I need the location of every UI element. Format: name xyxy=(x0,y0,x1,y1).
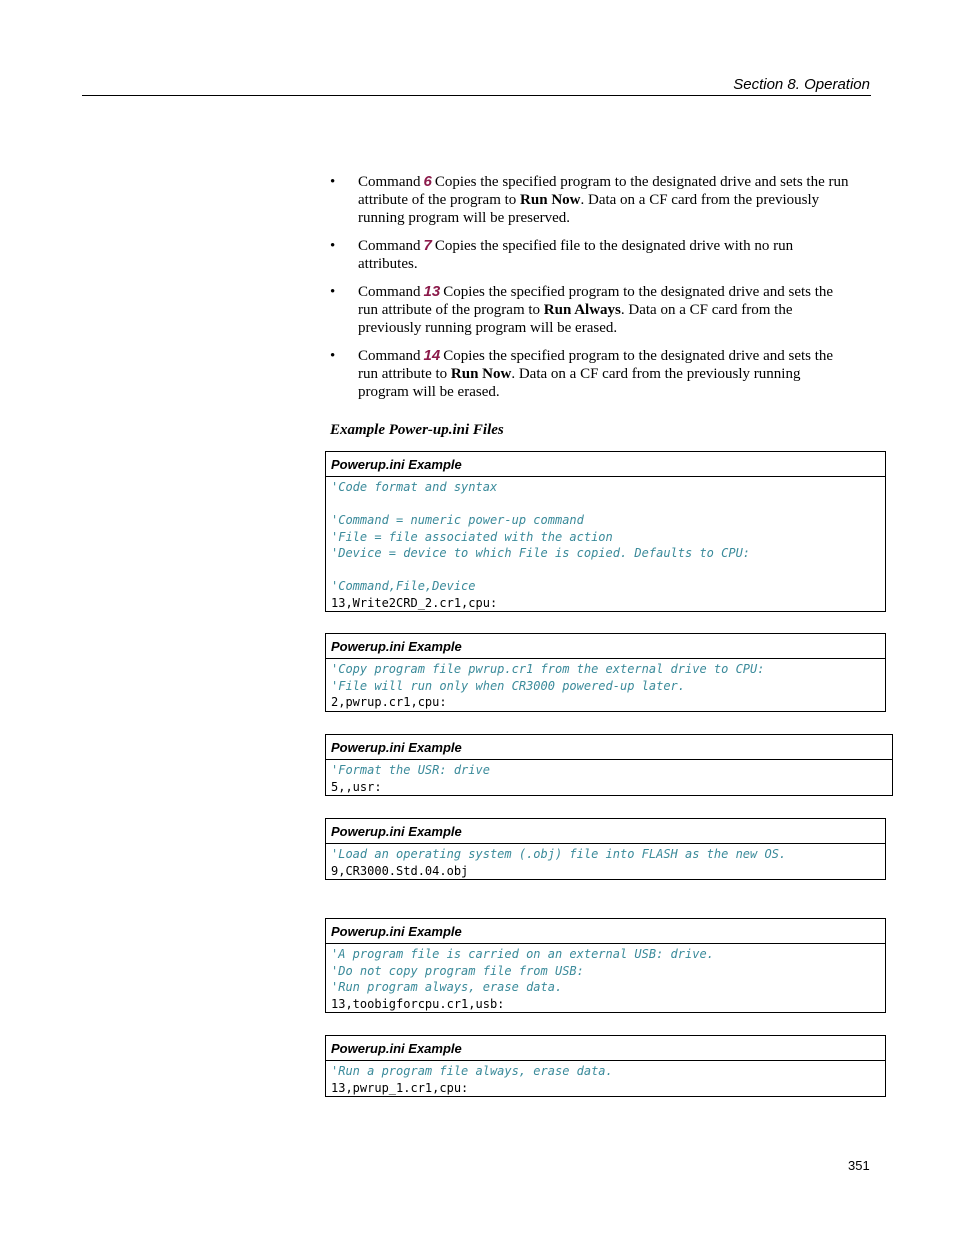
code-line: 2,pwrup.cr1,cpu: xyxy=(331,695,447,709)
list-item xyxy=(330,237,850,273)
code-comment: 'Run a program file always, erase data. xyxy=(331,1064,613,1078)
bullet-icon: • xyxy=(330,284,336,300)
header-divider xyxy=(82,95,871,96)
bullet-icon: • xyxy=(330,348,336,364)
code-example-box xyxy=(325,1035,886,1097)
code-comment: 'Run program always, erase data. xyxy=(331,980,563,994)
command-note: . Data on a CF card from the previously running program will be preserved. xyxy=(358,192,820,226)
code-example-title: Powerup.ini Example xyxy=(326,1036,885,1061)
code-blank-line xyxy=(331,562,885,579)
command-list xyxy=(330,173,850,411)
command-description: Copies the specified file to the designated drive with no run attributes. xyxy=(358,238,794,272)
command-label: Command xyxy=(358,238,421,254)
code-line: 13,toobigforcpu.cr1,usb: xyxy=(331,996,505,1011)
code-blank-line xyxy=(331,496,885,513)
page-number: 351 xyxy=(848,1158,870,1173)
run-attribute: Run Now xyxy=(520,192,581,208)
command-label: Command xyxy=(358,348,421,364)
code-example-title: Powerup.ini Example xyxy=(326,634,885,659)
code-example-box xyxy=(325,818,886,880)
code-comment: 'Format the USR: drive xyxy=(331,763,490,777)
code-example-body xyxy=(326,659,885,711)
code-line: 5,,usr: xyxy=(331,779,382,794)
command-number: 7 xyxy=(423,237,432,254)
code-comment: 'Command,File,Device xyxy=(331,579,476,593)
code-example-title: Powerup.ini Example xyxy=(326,919,885,944)
code-comment: 'File will run only when CR3000 powered-up later. xyxy=(331,678,686,693)
code-line: 13,Write2CRD_2.cr1,cpu: xyxy=(331,595,498,610)
code-comment: 'Copy program file pwrup.cr1 from the external drive to CPU: xyxy=(331,662,765,676)
code-comment: 'A program file is carried on an external USB: drive. xyxy=(331,947,714,961)
command-note: . Data on a CF card from the previously running program will be erased. xyxy=(358,302,793,336)
list-item xyxy=(330,283,850,337)
command-note: . Data on a CF card from the previously running program will be erased. xyxy=(358,366,801,400)
code-example-box xyxy=(325,918,886,1013)
code-example-body xyxy=(326,477,885,611)
code-example-body xyxy=(326,844,885,879)
code-example-title: Powerup.ini Example xyxy=(326,735,892,760)
command-number: 13 xyxy=(423,283,441,300)
code-example-body xyxy=(326,760,892,795)
command-description: Copies the specified program to the designated drive and sets the run attribute to xyxy=(358,348,834,382)
command-label: Command xyxy=(358,174,421,190)
list-item xyxy=(330,347,850,401)
command-number: 14 xyxy=(423,347,441,364)
example-heading: Example Power-up.ini Files xyxy=(330,422,504,438)
code-example-title: Powerup.ini Example xyxy=(326,452,885,477)
run-attribute: Run Always xyxy=(543,302,621,318)
code-comment: 'Do not copy program file from USB: xyxy=(331,963,584,978)
code-comment: 'Code format and syntax xyxy=(331,480,498,494)
code-comment: 'File = file associated with the action xyxy=(331,529,613,544)
bullet-icon: • xyxy=(330,238,336,254)
code-comment: 'Command = numeric power-up command xyxy=(331,513,584,527)
code-comment: 'Load an operating system (.obj) file into FLASH as the new OS. xyxy=(331,847,787,861)
command-description: Copies the specified program to the designated drive and sets the run attribute of the program to xyxy=(358,284,834,318)
code-example-body xyxy=(326,944,885,1012)
command-number: 6 xyxy=(423,173,432,190)
bullet-icon: • xyxy=(330,174,336,190)
command-label: Command xyxy=(358,284,421,300)
command-description: Copies the specified program to the designated drive and sets the run attribute of the program to xyxy=(358,174,849,208)
code-example-box xyxy=(325,451,886,612)
section-title: Section 8. Operation xyxy=(733,76,870,93)
code-line: 13,pwrup_1.cr1,cpu: xyxy=(331,1080,469,1095)
code-example-title: Powerup.ini Example xyxy=(326,819,885,844)
code-example-body xyxy=(326,1061,885,1096)
list-item xyxy=(330,173,850,227)
code-example-box xyxy=(325,734,893,796)
code-example-box xyxy=(325,633,886,712)
code-comment: 'Device = device to which File is copied. Defaults to CPU: xyxy=(331,546,751,560)
run-attribute: Run Now xyxy=(450,366,512,382)
code-line: 9,CR3000.Std.04.obj xyxy=(331,863,469,878)
